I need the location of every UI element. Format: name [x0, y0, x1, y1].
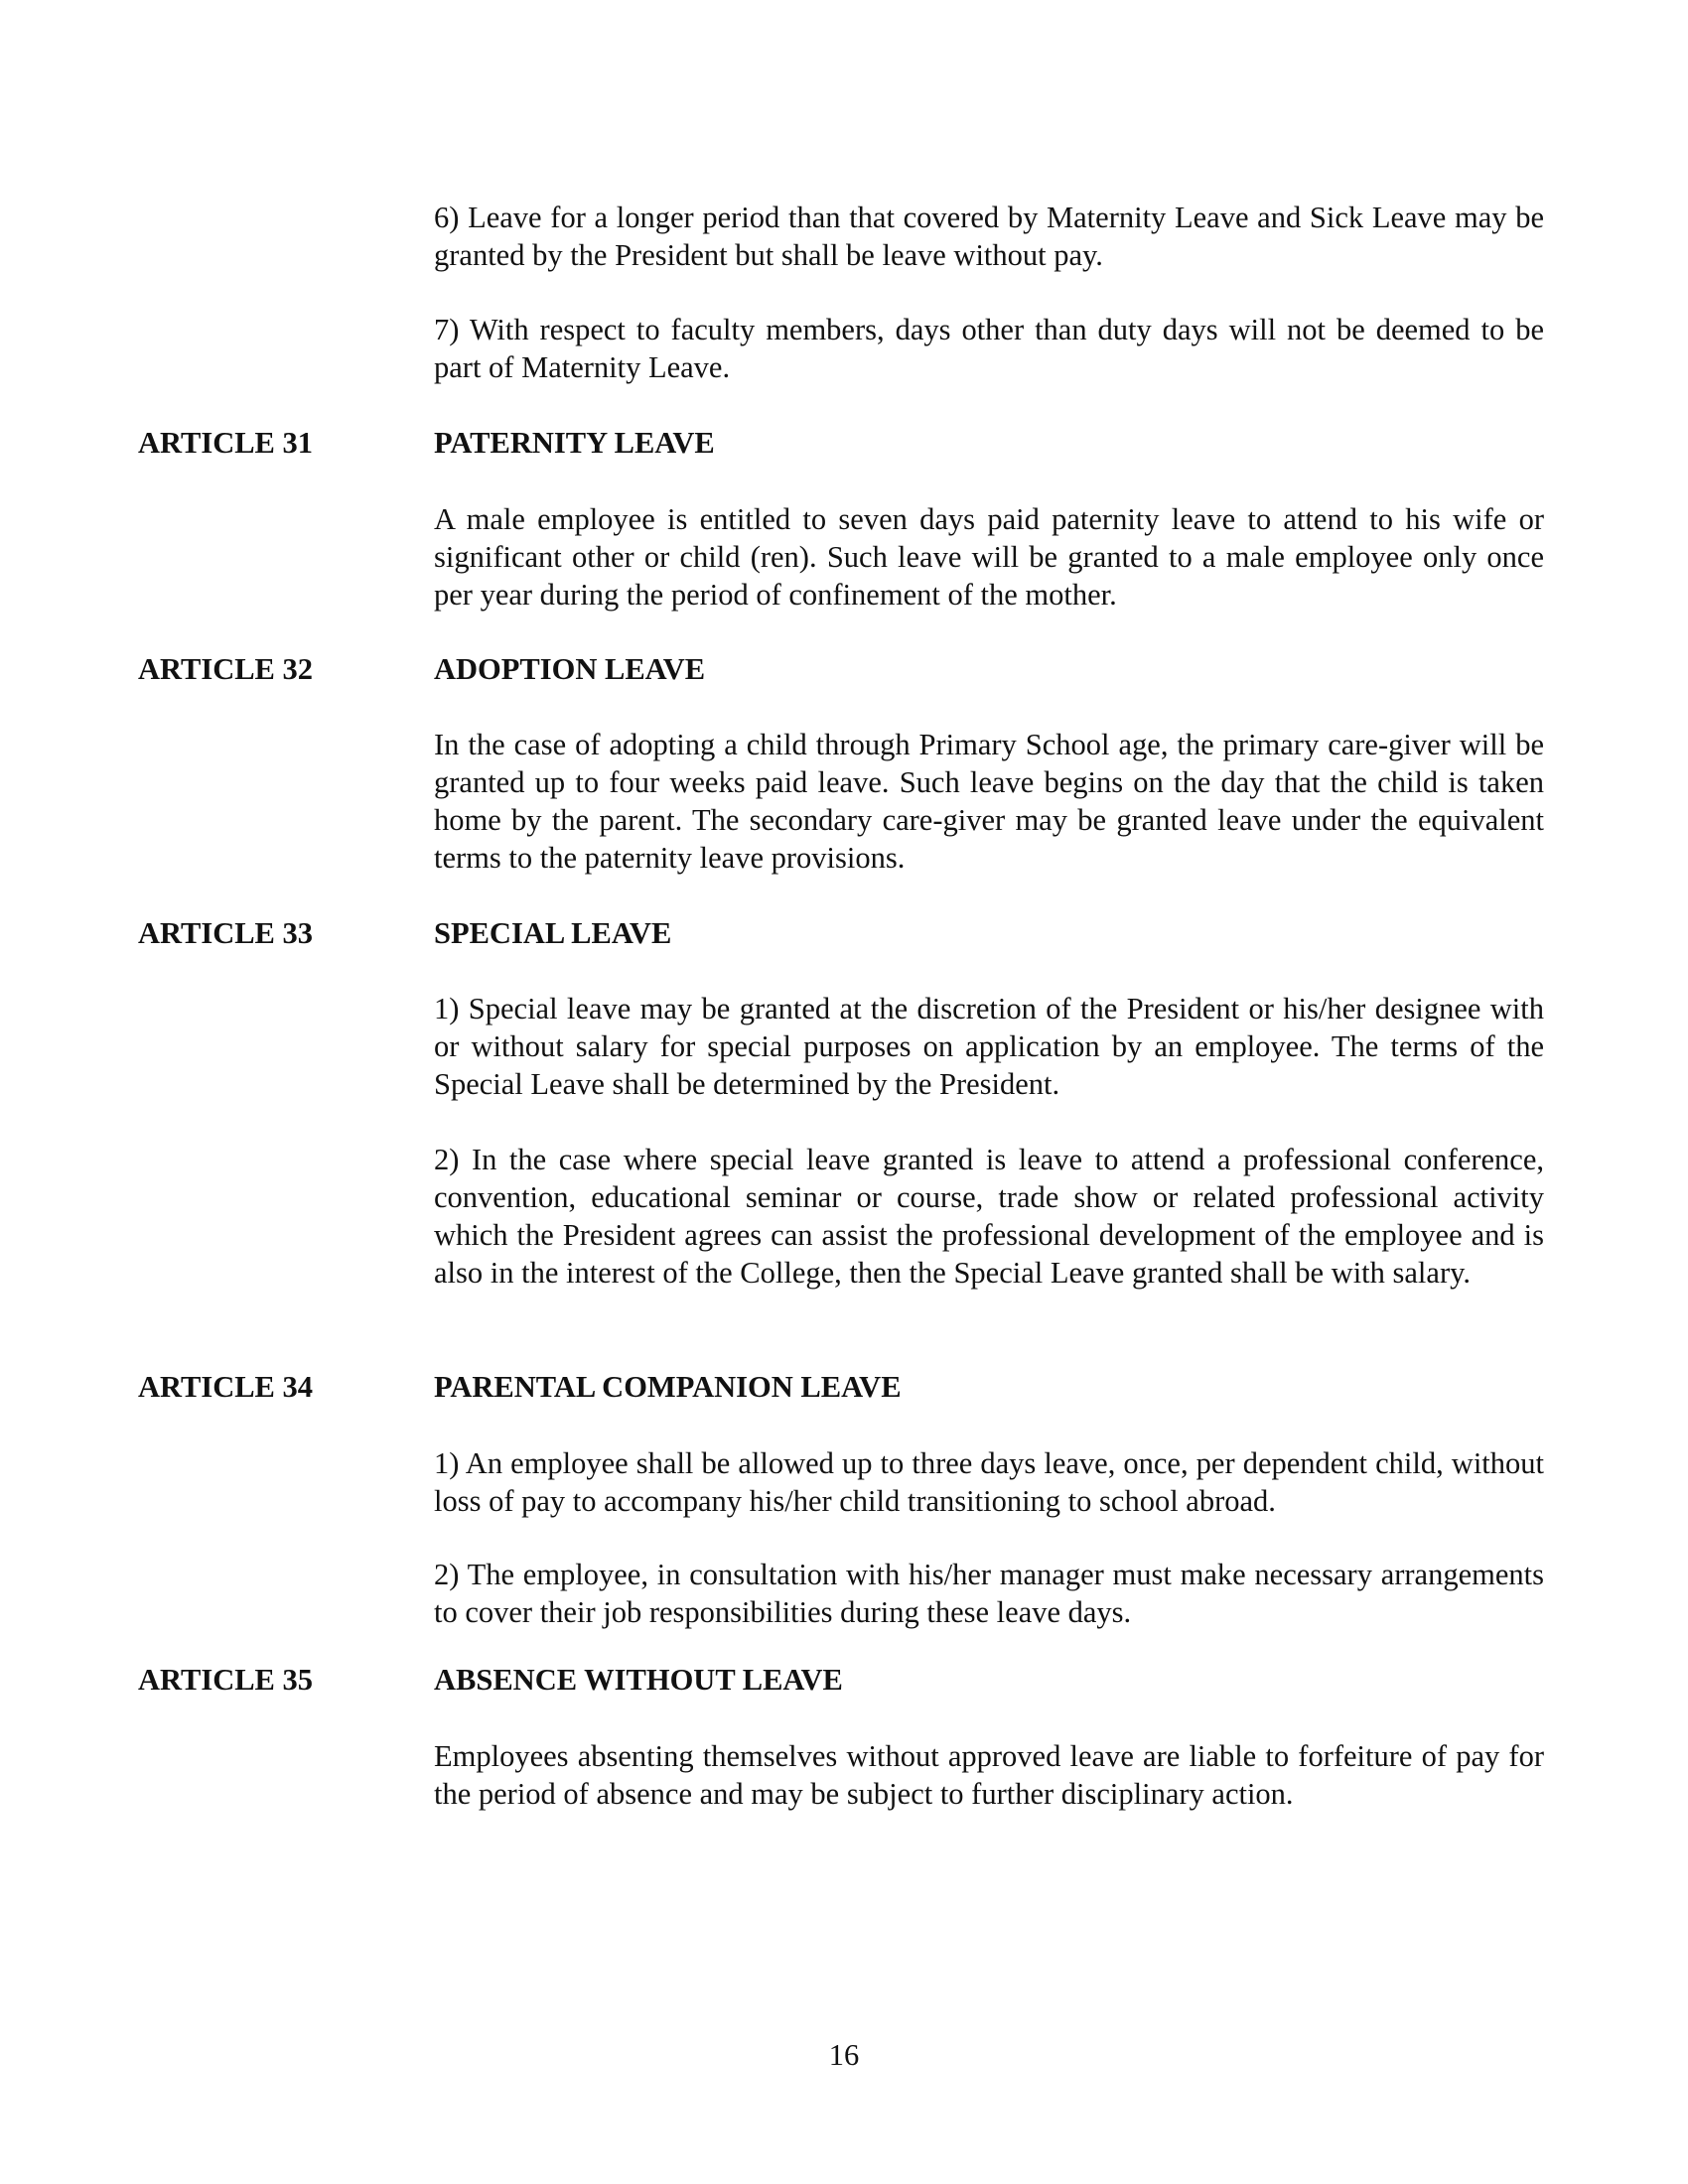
article-31-label: ARTICLE 31: [138, 426, 314, 460]
article-32-paragraph: In the case of adopting a child through Primary School age, the primary care-giver will be granted up to four weeks paid leave. Such leave begins on the day that the child is taken home by the parent. The secondary care-giver may be granted leave under the equivalent terms to the paternity leave provisions.: [434, 728, 1544, 875]
article-35-label: ARTICLE 35: [138, 1663, 314, 1697]
article-33-paragraph-1: 1) Special leave may be granted at the discretion of the President or his/her designee with or without salary for special purposes on application by an employee. The terms of the Special Leave shall be determined by the President.: [434, 992, 1544, 1101]
article-35-title: ABSENCE WITHOUT LEAVE: [434, 1663, 843, 1697]
page-number: 16: [828, 2038, 860, 2072]
article-35-paragraph: Employees absenting themselves without approved leave are liable to forfeiture of pay for the period of absence and may be subject to further disciplinary action.: [434, 1739, 1544, 1811]
article-31-paragraph: A male employee is entitled to seven days paid paternity leave to attend to his wife or significant other or child (ren). Such leave will be granted to a male employee only once per year during the period of confinement of the mother.: [434, 502, 1544, 612]
article-33-title: SPECIAL LEAVE: [434, 916, 672, 950]
maternity-leave-item-6: 6) Leave for a longer period than that covered by Maternity Leave and Sick Leave may be granted by the President but shall be leave without pay.: [434, 201, 1544, 272]
article-31-title: PATERNITY LEAVE: [434, 426, 715, 460]
article-32-title: ADOPTION LEAVE: [434, 652, 706, 686]
article-33-paragraph-2: 2) In the case where special leave granted is leave to attend a professional conference, convention, educational seminar or course, trade show or related professional activity which the President agrees can assist the professional development of the employee and is also in the interest of the College, then the Special Leave granted shall be with salary.: [434, 1143, 1544, 1290]
article-34-paragraph-1: 1) An employee shall be allowed up to three days leave, once, per dependent child, without loss of pay to accompany his/her child transitioning to school abroad.: [434, 1446, 1544, 1518]
maternity-leave-item-7: 7) With respect to faculty members, days other than duty days will not be deemed to be part of Maternity Leave.: [434, 313, 1544, 384]
article-34-paragraph-2: 2) The employee, in consultation with his/her manager must make necessary arrangements to cover their job responsibilities during these leave days.: [434, 1558, 1544, 1629]
article-34-title: PARENTAL COMPANION LEAVE: [434, 1370, 902, 1404]
article-32-label: ARTICLE 32: [138, 652, 314, 686]
article-34-label: ARTICLE 34: [138, 1370, 314, 1404]
article-33-label: ARTICLE 33: [138, 916, 314, 950]
